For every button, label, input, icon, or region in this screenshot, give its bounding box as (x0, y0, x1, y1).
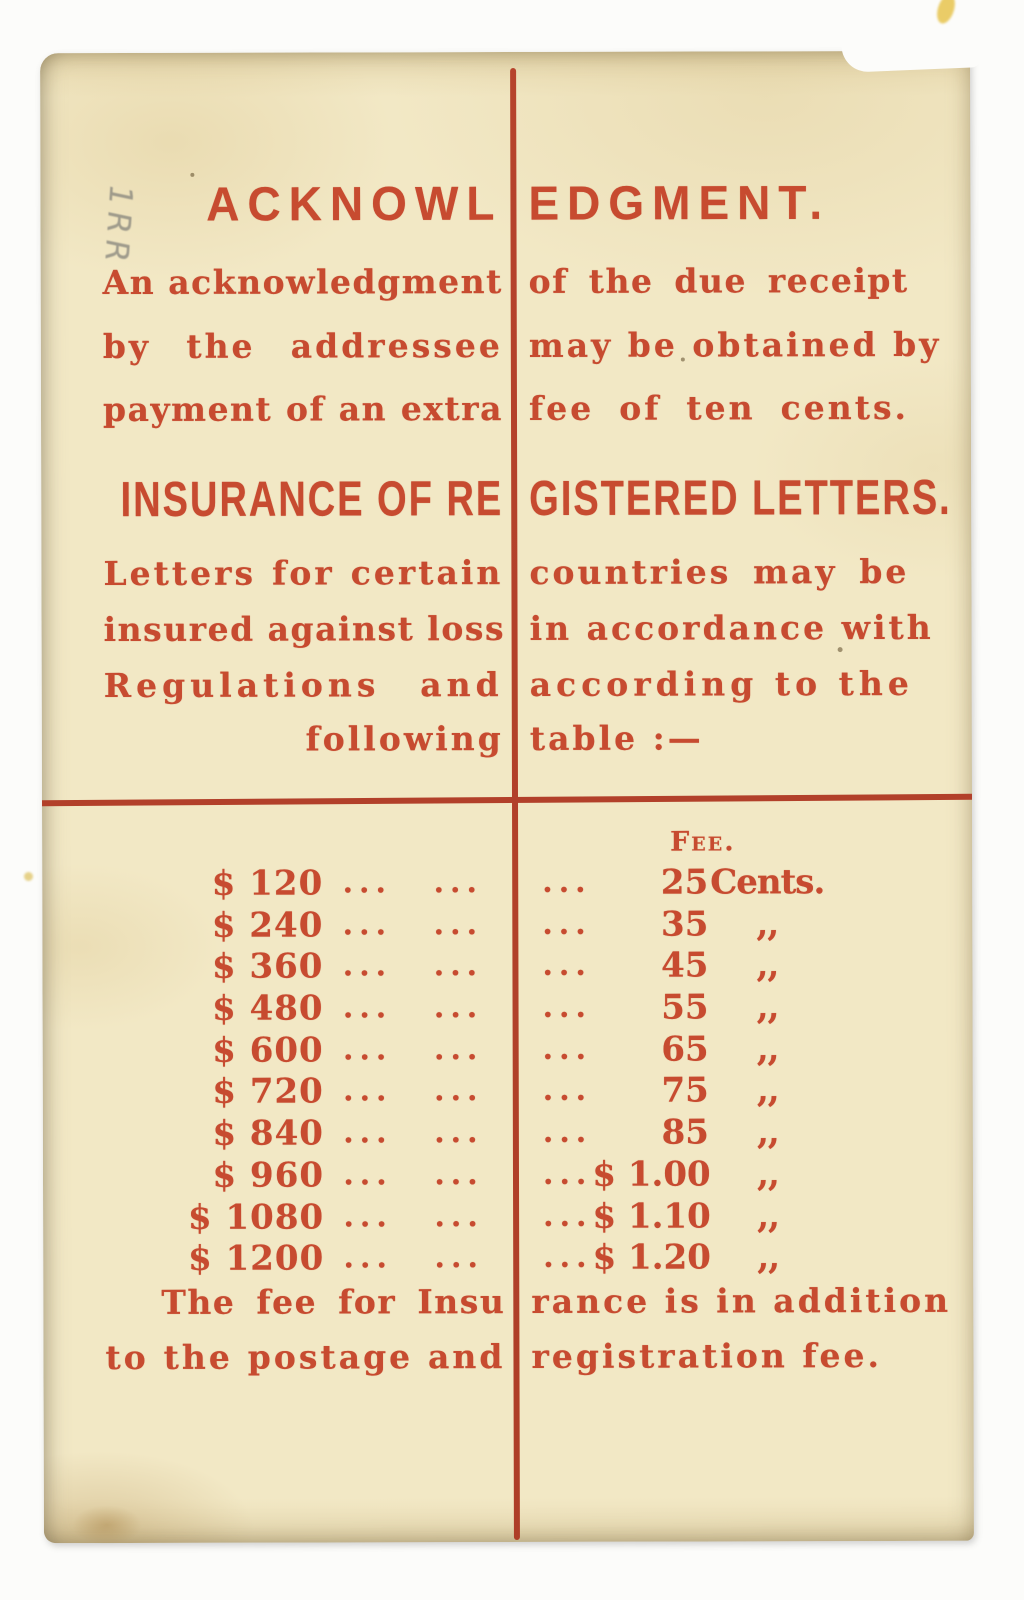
insurance-line (42, 664, 972, 706)
acknowledgment-title (40, 175, 970, 231)
fee-unit: ,, (756, 987, 779, 1028)
text-right: according to the (529, 663, 914, 704)
amount: $ 360 (211, 946, 324, 987)
dots: ... (343, 1240, 393, 1276)
dots: ... (434, 1073, 484, 1109)
text-left: Letters for certain (103, 553, 504, 594)
torn-corner (842, 41, 983, 73)
dots: ... (342, 1032, 393, 1068)
footer-line (43, 1336, 973, 1378)
fee-unit: ,, (756, 904, 779, 945)
fee-table-row (43, 987, 973, 1029)
dots: ... (542, 1114, 593, 1150)
fee-table-row (42, 945, 972, 987)
fee-unit: ,, (757, 1196, 779, 1237)
dots: ... (434, 1199, 484, 1235)
fee-value: 85 (661, 1112, 709, 1153)
fee-value: $ 1.00 (592, 1154, 711, 1195)
dots: ... (342, 990, 393, 1026)
text-left: payment of an extra (102, 389, 504, 430)
text-right: may be obtained by (528, 324, 942, 365)
dots: ... (433, 907, 484, 943)
text-left: Regulations and (103, 665, 504, 706)
fee-value: 75 (661, 1070, 709, 1111)
dots: ... (434, 1240, 484, 1276)
dots: ... (542, 1031, 593, 1067)
dots: ... (542, 864, 592, 900)
dots: ... (433, 990, 484, 1026)
fee-value: $ 1.10 (592, 1196, 711, 1237)
fee-unit: ,, (756, 1070, 779, 1111)
amount: $ 480 (212, 988, 324, 1029)
horizontal-rule (42, 794, 972, 806)
fee-value: 45 (661, 945, 709, 986)
dots: ... (342, 907, 393, 943)
fee-value: 25 (660, 862, 709, 903)
postal-card (40, 51, 974, 1543)
pencil-annotation: 1RR (97, 181, 141, 272)
footer-line (43, 1281, 973, 1323)
text-right: fee of ten cents. (528, 387, 910, 428)
fee-unit: ,, (757, 1237, 780, 1278)
fee-value: 65 (661, 1029, 709, 1070)
fee-table-row (42, 904, 972, 946)
dots: ... (342, 948, 393, 984)
fee-value: $ 1.20 (592, 1237, 711, 1278)
amount: $ 1200 (188, 1238, 325, 1279)
text-left: to the postage and (105, 1337, 506, 1378)
fee-unit: ,, (757, 1154, 779, 1195)
scan-yellow-streak (934, 0, 958, 26)
text-left: The fee for Insu (161, 1282, 506, 1322)
dots: ... (434, 1157, 484, 1193)
fee-table-row (43, 1154, 973, 1196)
fee-value: 55 (661, 987, 709, 1028)
dots: ... (434, 1115, 484, 1151)
amount: $ 120 (211, 863, 324, 904)
amount: $ 600 (212, 1030, 324, 1071)
amount: $ 840 (212, 1113, 324, 1154)
dots: ... (343, 1199, 393, 1235)
dots: ... (542, 947, 592, 983)
fee-table-row (43, 1112, 973, 1154)
fee-unit: ,, (756, 945, 779, 986)
dots: ... (343, 1157, 393, 1193)
insurance-line (41, 552, 971, 594)
fee-unit: ,, (756, 1029, 779, 1070)
dots: ... (543, 1239, 593, 1275)
acknowledgment-line (41, 261, 971, 303)
text-left: following (305, 719, 504, 759)
fee-table-row (43, 1029, 973, 1071)
ink-speck (190, 173, 194, 177)
amount: $ 960 (212, 1155, 325, 1196)
amount: $ 1080 (187, 1197, 325, 1238)
fee-table-row (43, 1237, 973, 1279)
insurance-line (42, 718, 972, 760)
fee-table-row (42, 862, 972, 904)
fee-unit: ,, (756, 1112, 779, 1153)
text-right: registration fee. (531, 1336, 883, 1376)
dots: ... (433, 948, 484, 984)
corner-stain (72, 1505, 142, 1545)
insurance-line (42, 608, 972, 650)
dots: ... (342, 865, 392, 901)
dots: ... (542, 906, 592, 942)
text-left: insured against loss (103, 609, 506, 650)
dots: ... (542, 1156, 593, 1192)
fee-value: 35 (660, 904, 709, 945)
fee-column-header: Fee. (670, 826, 736, 858)
title-left: INSURANCE OF RE (120, 472, 504, 528)
fee-unit: Cents. (710, 862, 825, 903)
text-right: rance is in addition (531, 1280, 952, 1321)
text-left: An acknowledgment (102, 262, 503, 303)
acknowledgment-line (41, 388, 971, 430)
fee-table-row (43, 1196, 973, 1238)
text-right: of the due receipt (528, 260, 909, 301)
dots: ... (433, 1032, 484, 1068)
title-left: ACKNOWL (206, 176, 503, 231)
dots: ... (343, 1073, 393, 1109)
text-right: countries may be (529, 551, 910, 592)
amount: $ 240 (211, 905, 324, 946)
fee-table-row (43, 1070, 973, 1112)
dots: ... (343, 1115, 393, 1151)
text-left: by the addressee (102, 326, 503, 367)
dots: ... (542, 989, 592, 1025)
text-right: in accordance with (529, 607, 934, 648)
title-right: EDGMENT. (528, 175, 831, 231)
text-right: table :— (529, 718, 704, 758)
acknowledgment-line (41, 325, 971, 367)
margin-stain (24, 872, 33, 881)
dots: ... (543, 1198, 593, 1234)
insurance-title (41, 471, 971, 533)
dots: ... (433, 865, 483, 901)
title-right: GISTERED LETTERS. (529, 471, 952, 527)
amount: $ 720 (212, 1071, 324, 1112)
dots: ... (542, 1072, 593, 1108)
